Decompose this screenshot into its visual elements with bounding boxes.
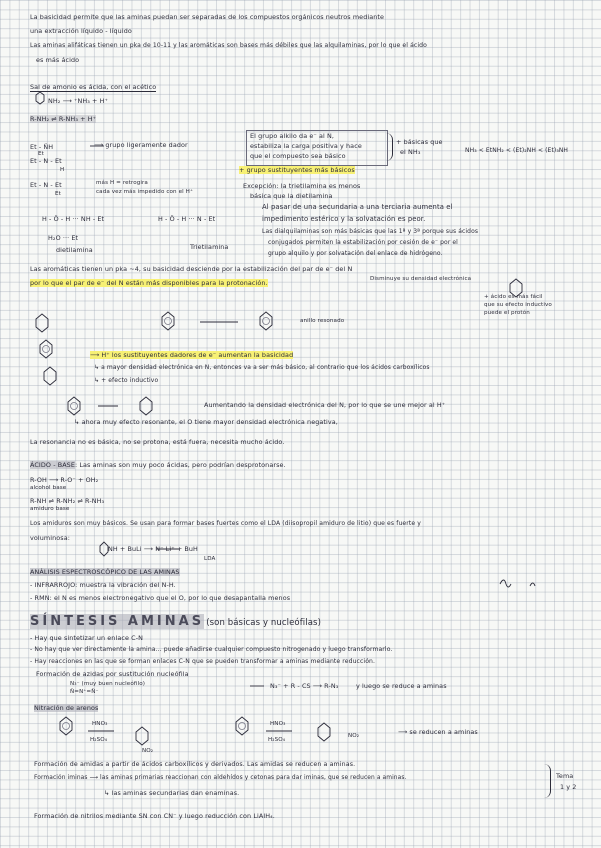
diminish-note: Disminuye su densidad electrónica [370, 276, 472, 282]
synthesis-title: SÍNTESIS AMINAS [30, 614, 205, 629]
alcohol-reaction: R-OH ⟶ R-O⁻ + OH₂ [30, 476, 99, 484]
ring-inner-circle-2 [263, 318, 270, 325]
acid-note-2: que su efecto inductivo [484, 302, 552, 308]
azide-title: Formación de azidas por sustitución nucleófila [36, 670, 189, 678]
lda-ring [100, 542, 108, 556]
nitration-hno3: HNO₃ [92, 721, 108, 727]
solvation-para-5: grupo alquilo y por solvatación del enlace de hidrógeno. [268, 250, 443, 257]
benzene-ring-nitration-4 [318, 723, 330, 741]
mol-ethylamine: Et - N̈H [30, 143, 54, 151]
spectro-rmn: - RMN: el N es menos electronegativo que el O, por lo que desapantalla menos [30, 594, 291, 602]
exception-1: Excepción: la trietilamina es menos [243, 182, 361, 190]
ir-peak-1 [500, 580, 511, 587]
acid-note-1: + ácido es más fácil [484, 294, 543, 300]
alcohol-labels: alcohol base [30, 485, 67, 491]
ring-inner-circle-3 [43, 346, 50, 353]
ring-inner-circle-5 [63, 723, 70, 730]
more-subs-note: + grupo sustituyentes más básicos [239, 166, 355, 174]
synthesis-b3: - Hay reacciones en las que se forman enlaces C-N que se pueden transformar a aminas mediante reducción. [30, 658, 376, 665]
solvation-para-4: conjugados permiten la estabilización por cesión de e⁻ por el [268, 239, 458, 246]
resonance-label: anillo resonado [300, 318, 345, 324]
benzene-ring-nitration-2 [136, 727, 148, 745]
amine-acid-labels: amiduro base [30, 506, 70, 512]
nitration-title: Nitración de arenos [34, 704, 99, 712]
nitration-h2so4: H₂SO₄ [90, 737, 108, 743]
benzene-ring-donor-2 [44, 367, 56, 385]
label-dietilamina: dietilamina [56, 246, 93, 254]
formation-amides: Formación de amidas a partir de ácidos carboxílicos y derivados. Las amidas se reducen a aminas. [34, 761, 356, 768]
lda-label: LDA [204, 556, 216, 562]
benzene-ring-aniline-1 [36, 314, 48, 332]
acid-note-3: puede el protón [484, 310, 530, 316]
nitration-no2: NO₂ [142, 748, 154, 754]
benzene-ring-nitration-1 [60, 717, 72, 735]
amides-line-2: voluminosa: [30, 534, 70, 542]
donor-note-1: ↳ a mayor densidad electrónica en N, entonces va a ser más básico, al contrario que los ácidos carboxílicos [94, 364, 430, 371]
lda-reaction: NH + BuLi ⟶ N⁻ Li⁺ + BuH [108, 545, 198, 553]
solvation-mol-left-top: H - Ö - H ··· NH - Et [42, 215, 105, 223]
synthesis-b1: - Hay que sintetizar un enlace C-N [30, 634, 143, 642]
azide-resonance: N̈=N⁺=N̈⁻ [70, 689, 99, 695]
ring-inner-circle-4 [71, 403, 78, 410]
formation-enamines: ↳ las aminas secundarias dan enaminas. [104, 789, 240, 797]
solvation-para-1: Al pasar de una secundaria a una terciaria aumenta el [262, 203, 453, 211]
label-trietilamina: Trietilamina [190, 243, 229, 251]
nitro-note: Aumentando la densidad electrónica del N, por lo que se une mejor al H⁺ [204, 401, 446, 409]
benzene-ring-resonance-1 [162, 312, 174, 330]
mol-diethylamine-sub: H [60, 167, 65, 173]
benzene-ring-ammonium [36, 92, 44, 104]
solvation-mol-left-bottom: H₂O ··· Et [48, 234, 79, 242]
formation-nitriles: Formación de nitrilos mediante SN con CN⁻ y luego reducción con LiAlH₄. [34, 812, 275, 820]
mol-triethylamine: Et - N - Et [30, 181, 62, 189]
azide-note: N₃⁻ (muy buen nucleófilo) [70, 681, 146, 687]
intro-line-3: Las aminas alifáticas tienen un pka de 10-11 y las aromáticas son bases más débiles que las alquilaminas, por lo que el ácido [30, 42, 427, 49]
basicity-order: NH₃ < EtNH₂ < (Et)₂NH < (Et)₃NH [465, 147, 569, 154]
aromatic-line-2: por lo que el par de e⁻ del N están más disponibles para la protonación. [30, 279, 268, 287]
steric-note-1: más H = retrogira [96, 180, 148, 186]
benzene-ring-donor-1 [40, 340, 52, 358]
nitration-no2-2: NO₂ [348, 733, 360, 739]
nitration-after: ⟶ se reducen a aminas [398, 728, 478, 736]
formation-imines: Formación iminas ⟶ las aminas primarias reaccionan con aldehídos y cetonas para dar iminas, que se reducen a aminas. [34, 775, 407, 781]
donor-text: ⟶ H⁺ los sustituyentes dadores de e⁻ aumentan la basicidad [90, 351, 294, 359]
nitration-hno3-2: HNO₃ [270, 721, 286, 727]
ir-peak-2 [530, 583, 535, 586]
mol-triethylamine-sub: Et [55, 191, 61, 197]
box-line-2: estabiliza la carga positiva y hace [250, 142, 362, 150]
steric-note-2: cada vez más impedido con el H⁺ [96, 189, 193, 195]
nitration-h2so4-2: H₂SO₄ [268, 737, 286, 743]
acid-base-title: ÁCIDO - BASE [30, 461, 75, 469]
exception-2: básica que la dietilamina [250, 192, 333, 200]
solvation-mol-right: H - Ö - H ··· N - Et [158, 215, 216, 223]
acid-base-desc: : Las aminas son muy poco ácidas, pero podrían desprotonarse. [74, 461, 286, 469]
amides-line-1: Los amiduros son muy básicos. Se usan para formar bases fuertes como el LDA (diisopropil amiduro de litio) que es fuerte y [30, 520, 421, 527]
benzene-ring-resonance-2 [260, 312, 272, 330]
spectro-title: ANÁLISIS ESPECTROSCÓPICO DE LAS AMINAS [30, 568, 180, 576]
ring-inner-circle-6 [239, 723, 246, 730]
aromatic-line-1: Las aromáticas tienen un pka ~4, su basicidad desciende por la estabilización del par de e⁻ del N [30, 265, 353, 273]
azide-reaction: N₃⁻ + R - CS ⟶ R-N₃ [270, 682, 339, 690]
amine-acid-reaction: R-NH ⇌ R-NH₂ ⇌ R-NH₃ [30, 497, 105, 505]
ammonium-label: Sal de amonio es ácida, con el acético [30, 83, 157, 91]
ammonium-reaction: NH₂ ⟶ ⁺NH₃ + H⁺ [48, 97, 108, 105]
benzene-ring-acid [510, 279, 522, 297]
nitro-note-2: ↳ ahora muy efecto resonante, el O tiene mayor densidad electrónica negativa, [74, 418, 338, 426]
spectro-ir: - INFRARROJO: muestra la vibración del N-H. [30, 581, 176, 589]
box-line-1: El grupo alkilo da e⁻ al N, [250, 132, 335, 140]
mol-diethylamine: Et - N - Et [30, 157, 62, 165]
solvation-para-3: Las dialquilaminas son más básicas que las 1ª y 3ª porque sus ácidos [262, 228, 479, 235]
benzene-ring-nitro-1 [68, 397, 80, 415]
mol-ethylamine-sub: Et [38, 151, 44, 157]
synthesis-subtitle: (son básicas y nucleófilas) [206, 618, 321, 628]
benzene-ring-nitro-2 [140, 397, 152, 415]
azide-after: y luego se reduce a aminas [356, 682, 447, 690]
donor-note-2: ↳ + efecto inductivo [94, 377, 159, 384]
side-note-1: Tema [556, 772, 574, 780]
box-line-3: que el compuesto sea básico [250, 152, 346, 160]
group-donor-note: ⟶ grupo ligeramente dador [94, 141, 188, 149]
amine-equilibrium: R-NH₂ ⇌ R-NH₃ + H⁺ [30, 115, 97, 123]
right-note-1: + básicas que [396, 138, 443, 146]
right-note-2: el NH₃ [400, 148, 421, 156]
aromatic-conclusion: La resonancia no es básica, no se protona, está fuera, necesita mucho ácido. [30, 438, 285, 446]
benzene-ring-nitration-3 [236, 717, 248, 735]
intro-line-2: una extracción líquido - líquido [30, 27, 132, 35]
intro-line-1: La basicidad permite que las aminas puedan ser separadas de los compuestos orgánicos neutros mediante [30, 13, 385, 21]
ring-inner-circle-1 [165, 318, 172, 325]
solvation-para-2: impedimento estérico y la solvatación es peor. [262, 215, 426, 223]
side-note-2: 1 y 2 [560, 783, 577, 791]
synthesis-b2: - No hay que ver directamente la amina... puede añadirse cualquier compuesto nitrogenado y luego transformarlo. [30, 646, 393, 653]
intro-line-4: es más ácido [36, 56, 80, 64]
